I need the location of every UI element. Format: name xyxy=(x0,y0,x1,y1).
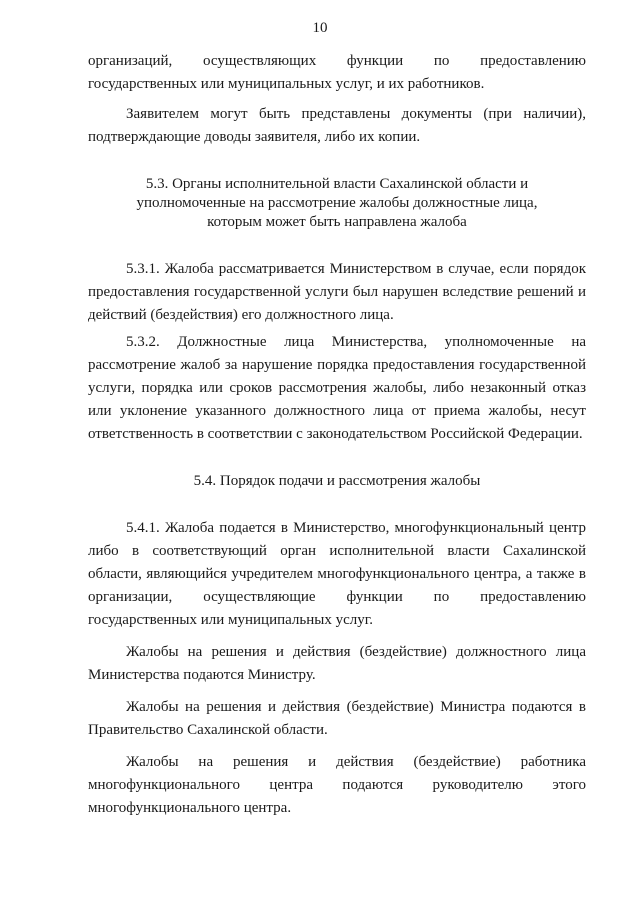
document-body xyxy=(88,50,586,820)
paragraph-5-4-4: Жалобы на решения и действия (бездействие) работника многофункционального центра подаются руководителю этого многофункционального центра. xyxy=(88,754,586,816)
section-5-3-heading: 5.3. Органы исполнительной власти Сахалинской области и уполномоченные на рассмотрение жалобы должностные лица, которым может быть направлена жалоба xyxy=(136,176,538,230)
page-number: 10 xyxy=(312,20,328,36)
paragraph-5-4-3: Жалобы на решения и действия (бездействие) Министра подаются в Правительство Сахалинской области. xyxy=(88,699,586,738)
paragraph-intro-2: Заявителем могут быть представлены документы (при наличии), подтверждающие доводы заявителя, либо их копии. xyxy=(88,106,586,145)
section-5-4-heading: 5.4. Порядок подачи и рассмотрения жалобы xyxy=(193,473,481,489)
paragraph-intro-1: организаций, осуществляющих функции по предоставлению государственных или муниципальных услуг, и их работников. xyxy=(88,53,586,92)
paragraph-5-4-2: Жалобы на решения и действия (бездействие) должностного лица Министерства подаются Министру. xyxy=(88,644,586,683)
paragraph-5-3-2: 5.3.2. Должностные лица Министерства, уполномоченные на рассмотрение жалоб за нарушение порядка предоставления государственной услуги, порядка или сроков рассмотрения жалобы, либо незаконный отказ или уклонение указанного должностного лица от приема жалобы, несут ответственность в соответствии с законодательством Российской Федерации. xyxy=(88,334,586,442)
paragraph-5-4-1: 5.4.1. Жалоба подается в Министерство, многофункциональный центр либо в соответствующий орган исполнительной власти Сахалинской области, являющийся учредителем многофункционального центра, а также в организации, осуществляющие функции по предоставлению государственных или муниципальных услуг. xyxy=(88,520,586,628)
paragraph-5-3-1: 5.3.1. Жалоба рассматривается Министерством в случае, если порядок предоставления государственной услуги был нарушен вследствие решений и действий (бездействия) его должностного лица. xyxy=(88,261,586,323)
